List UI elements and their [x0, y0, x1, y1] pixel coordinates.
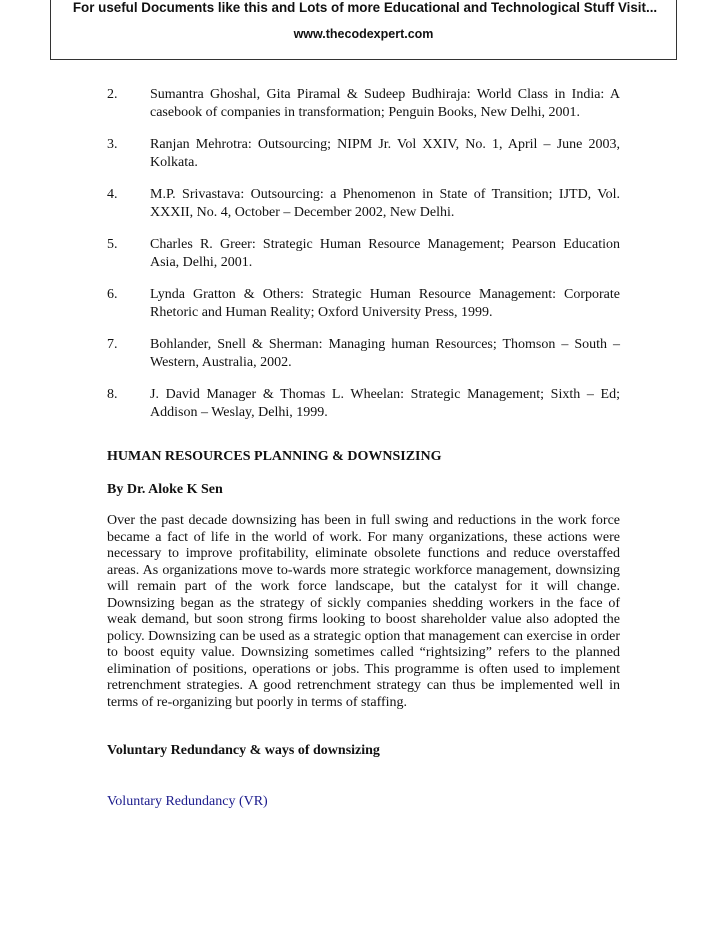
reference-list	[107, 86, 620, 436]
reference-number: 3.	[107, 137, 118, 152]
reference-text: Ranjan Mehrotra: Outsourcing; NIPM Jr. Vol XXIV, No. 1, April – June 2003, Kolkata.	[150, 137, 620, 170]
reference-text: M.P. Srivastava: Outsourcing: a Phenomenon in State of Transition; IJTD, Vol. XXXII, No. 4, October – December 2002, New Delhi.	[150, 187, 620, 220]
reference-text: Charles R. Greer: Strategic Human Resource Management; Pearson Education Asia, Delhi, 2001.	[150, 237, 620, 270]
reference-number: 8.	[107, 387, 118, 402]
reference-number: 4.	[107, 187, 118, 202]
reference-number: 5.	[107, 237, 118, 252]
reference-number: 6.	[107, 287, 118, 302]
reference-item	[107, 336, 620, 372]
reference-text: Lynda Gratton & Others: Strategic Human Resource Management: Corporate Rhetoric and Human Reality; Oxford University Press, 1999.	[150, 287, 620, 320]
article-author: By Dr. Aloke K Sen	[107, 482, 223, 497]
reference-item	[107, 136, 620, 172]
section-heading: Voluntary Redundancy & ways of downsizing	[107, 743, 380, 758]
reference-number: 7.	[107, 337, 118, 352]
banner-url[interactable]: www.thecodexpert.com	[293, 27, 434, 41]
reference-item	[107, 286, 620, 322]
reference-item	[107, 236, 620, 272]
reference-text: Sumantra Ghoshal, Gita Piramal & Sudeep Budhiraja: World Class in India: A casebook of companies in transformation; Penguin Books, New Delhi, 2001.	[150, 87, 620, 120]
reference-item	[107, 186, 620, 222]
article-body: Over the past decade downsizing has been in full swing and reductions in the work force became a fact of life in the world of work. For many organizations, these actions were necessary to improve profitability, eliminate obsolete functions and reduce overstaffed areas. As organizations move to-wards more strategic workforce management, downsizing will remain part of the work force landscape, but the catalyst for it will change. Downsizing began as the strategy of sickly companies shedding workers in the face of weak demand, but soon strong firms looking to boost shareholder value also adopted the policy. Downsizing can be used as a strategic option that management can exercise in order to boost equity value. Downsizing sometimes called “rightsizing” refers to the planned elimination of positions, operations or jobs. This programme is often used to implement retrenchment strategies. A good retrenchment strategy can thus be implemented well in terms of re-organizing but poorly in terms of staffing.	[107, 513, 620, 710]
reference-item	[107, 86, 620, 122]
banner-message: For useful Documents like this and Lots of more Educational and Technological Stuff Visit...	[72, 0, 658, 15]
reference-item	[107, 386, 620, 422]
promo-banner	[50, 0, 677, 60]
article-title: HUMAN RESOURCES PLANNING & DOWNSIZING	[107, 449, 442, 464]
reference-text: Bohlander, Snell & Sherman: Managing human Resources; Thomson – South – Western, Australia, 2002.	[150, 337, 620, 370]
reference-text: J. David Manager & Thomas L. Wheelan: Strategic Management; Sixth – Ed; Addison – Weslay, Delhi, 1999.	[150, 387, 620, 420]
reference-number: 2.	[107, 87, 118, 102]
subsection-link[interactable]: Voluntary Redundancy (VR)	[107, 794, 268, 809]
